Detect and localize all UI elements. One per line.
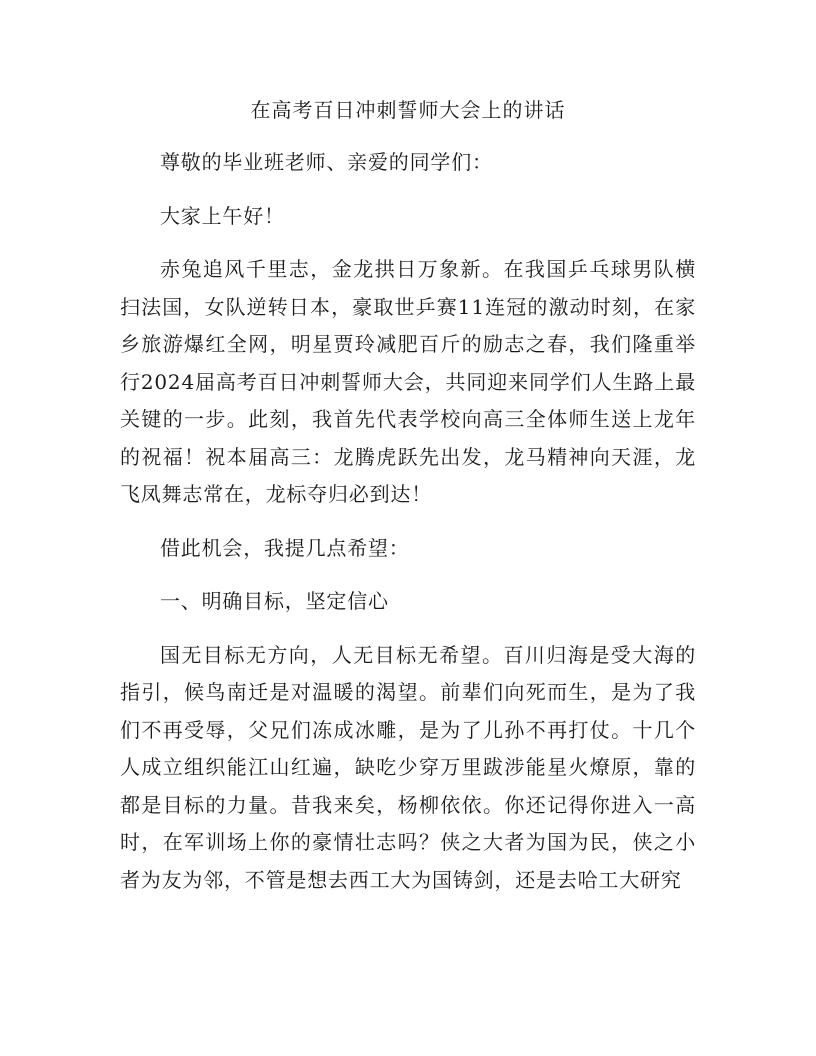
- greeting-paragraph: 尊敬的毕业班老师、亲爱的同学们：: [160, 150, 493, 174]
- document-page: [120, 92, 696, 915]
- transition-paragraph: 借此机会，我提几点希望：: [160, 535, 410, 560]
- document-title: 在高考百日冲刺誓师大会上的讲话: [250, 98, 566, 122]
- salutation-paragraph: 大家上午好！: [160, 203, 285, 228]
- section-heading: 一、明确目标，坚定信心: [160, 589, 389, 613]
- body-paragraph: 国无目标无方向，人无目标无希望。百川归海是受大海的指引，候鸟南迁是对温暖的渴望。前辈们向死而生，是为了我们不再受辱，父兄们冻成冰雕，是为了儿孙不再打仗。十几个人成立组织能江山红遍，缺吃少穿万里跋涉能星火燎原，靠的都是目标的力量。昔我来矣，杨柳依依。你还记得你进入一高时，在军训场上你的豪情壮志吗？侠之大者为国为民，侠之小者为友为邻，不管是想去西工大为国铸剑，还是去哈工大研究: [120, 642, 696, 892]
- opening-paragraph: 赤兔追风千里志，金龙拱日万象新。在我国乒乓球男队横扫法国，女队逆转日本，豪取世乒赛11连冠的激动时刻，在家乡旅游爆红全网，明星贾玲减肥百斤的励志之春，我们隆重举行2024届高考百日冲刺誓师大会，共同迎来同学们人生路上最关键的一步。此刻，我首先代表学校向高三全体师生送上龙年的祝福！祝本届高三：龙腾虎跃先出发，龙马精神向天涯，龙飞凤舞志常在，龙标夺归必到达！: [120, 257, 696, 506]
